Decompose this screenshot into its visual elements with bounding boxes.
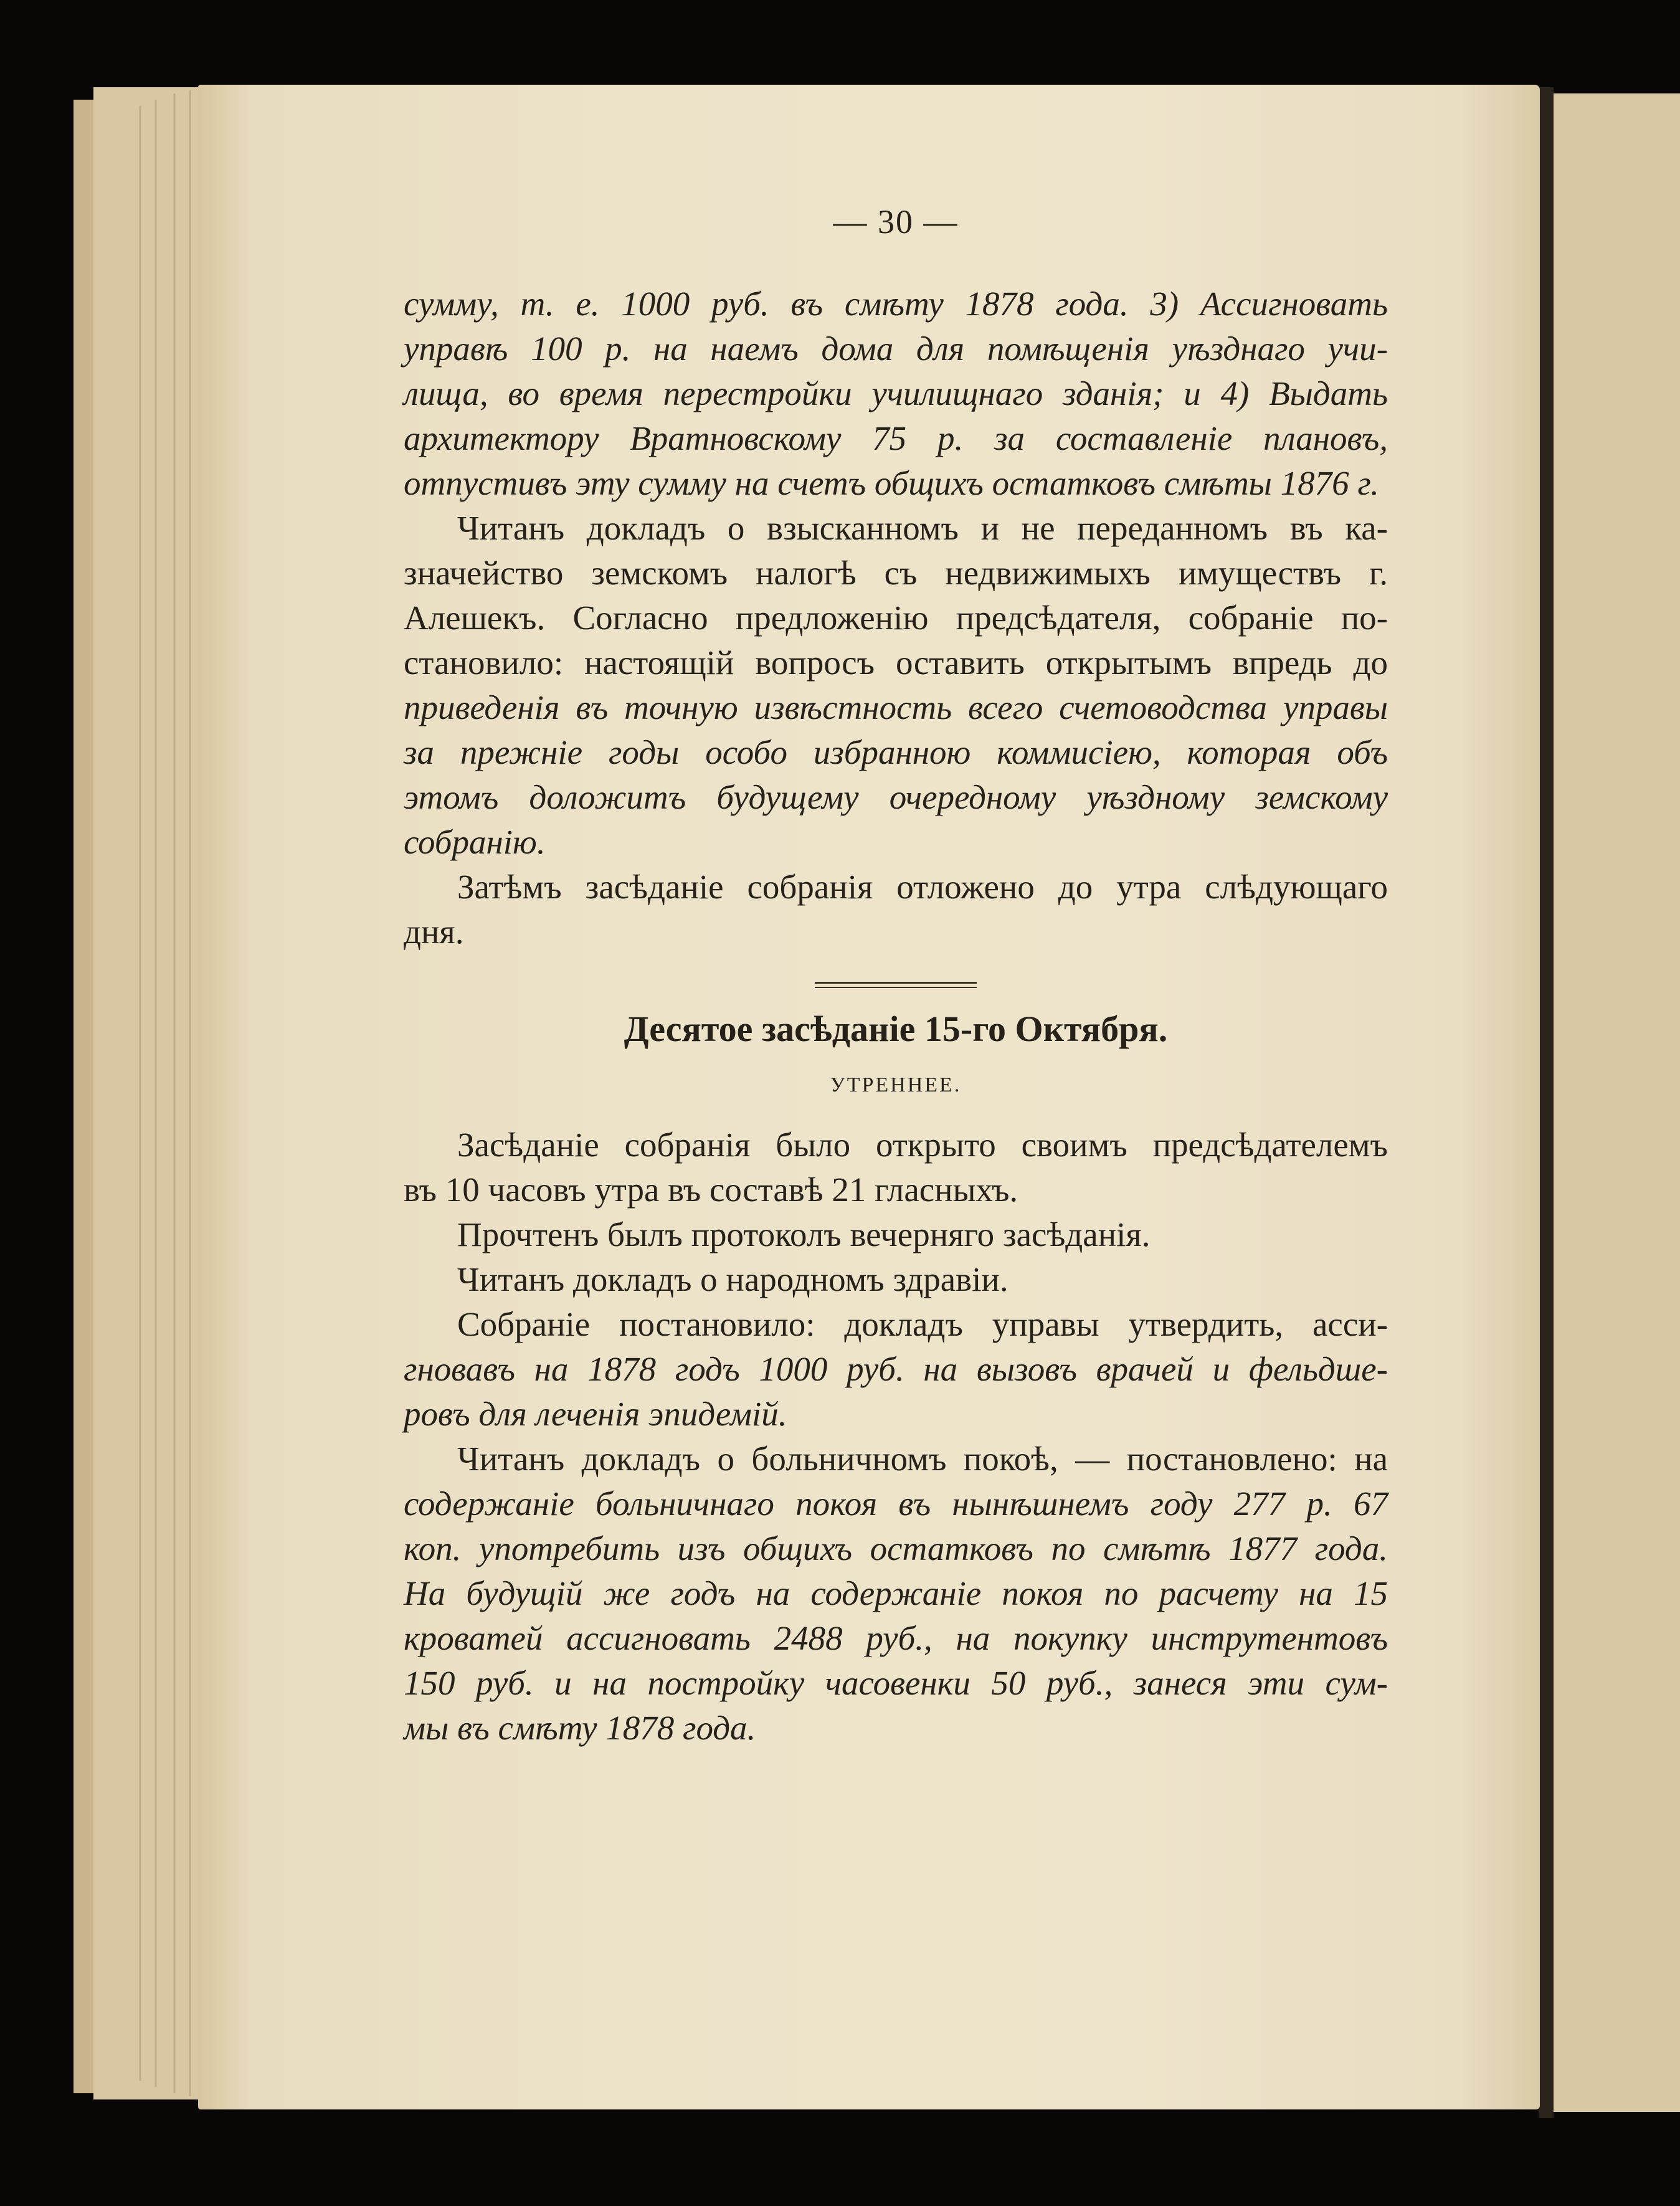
text-line: приведенія въ точную извѣстность всего счетоводства управы (404, 688, 1388, 726)
text-line: сумму, т. е. 1000 руб. въ смѣту 1878 года. 3) Ассигновать (404, 285, 1388, 323)
text-line: лища, во время перестройки училищнаго зданія; и 4) Выдать (404, 374, 1388, 412)
text-line: мы въ смѣту 1878 года. (404, 1709, 756, 1747)
text-line: ровъ для леченія эпидемій. (404, 1395, 787, 1433)
book-gutter (1539, 87, 1554, 2118)
text-line: коп. употребить изъ общихъ остатковъ по смѣтѣ 1877 года. (404, 1529, 1388, 1567)
text-line: Прочтенъ былъ протоколъ вечерняго засѣданія. (457, 1215, 1151, 1253)
section-divider (815, 982, 977, 988)
resolution-paragraph (404, 1302, 1388, 1437)
hospital-report-paragraph (404, 1437, 1388, 1751)
text-line: значейство земскомъ налогѣ съ недвижимыхъ имуществъ г. (404, 554, 1388, 592)
text-line: архитектору Вратновскому 75 р. за составленіе плановъ, (404, 419, 1388, 457)
text-line: Читанъ докладъ о больничномъ покоѣ, — постановлено: на (457, 1440, 1388, 1478)
facing-page (1550, 93, 1680, 2112)
text-line: Читанъ докладъ о взысканномъ и не переданномъ въ ка- (457, 509, 1388, 547)
text-line: Читанъ докладъ о народномъ здравіи. (457, 1260, 1008, 1298)
text-line: отпустивъ эту сумму на счетъ общихъ остатковъ смѣты 1876 г. (404, 464, 1379, 502)
adjournment-paragraph (404, 865, 1388, 954)
continuation-paragraph (404, 282, 1388, 506)
text-line: кроватей ассигновать 2488 руб., на покупку инструтентовъ (404, 1619, 1388, 1657)
opening-paragraph (404, 1123, 1388, 1212)
text-line: Засѣданіе собранія было открыто своимъ предсѣдателемъ (457, 1126, 1388, 1164)
text-line: содержаніе больничнаго покоя въ нынѣшнемъ году 277 р. 67 (404, 1485, 1388, 1523)
text-line: Затѣмъ засѣданіе собранія отложено до утра слѣдующаго (457, 868, 1388, 906)
text-line: Алешекъ. Согласно предложенію предсѣдателя, собраніе по- (404, 599, 1388, 637)
text-line: собранію. (404, 823, 546, 861)
page-text (404, 187, 1388, 1751)
text-line: становило: настоящій вопросъ оставить открытымъ впредь до (404, 644, 1388, 682)
text-line: На будущій же годъ на содержаніе покоя по расчету на 15 (404, 1574, 1388, 1612)
tax-report-paragraph (404, 506, 1388, 865)
text-line: гновавъ на 1878 годъ 1000 руб. на вызовъ врачей и фельдше- (404, 1350, 1388, 1388)
text-line: дня. (404, 913, 464, 951)
page-number: — 30 — (833, 203, 959, 240)
text-line: Собраніе постановило: докладъ управы утвердить, асси- (457, 1305, 1388, 1343)
protocol-paragraph (404, 1212, 1388, 1257)
text-line: за прежніе годы особо избранною коммисіею, которая объ (404, 733, 1388, 771)
session-heading: Десятое засѣданіе 15-го Октября. (624, 1009, 1168, 1049)
session-subheading: УТРЕННЕЕ. (830, 1073, 962, 1096)
text-line: управѣ 100 р. на наемъ дома для помѣщенія уѣзднаго учи- (404, 330, 1388, 368)
text-line: этомъ доложитъ будущему очередному уѣздному земскому (404, 778, 1388, 816)
text-line: 150 руб. и на постройку часовенки 50 руб., занеся эти сум- (404, 1664, 1388, 1702)
text-line: въ 10 часовъ утра въ составѣ 21 гласныхъ. (404, 1171, 1018, 1209)
health-report-paragraph (404, 1257, 1388, 1302)
